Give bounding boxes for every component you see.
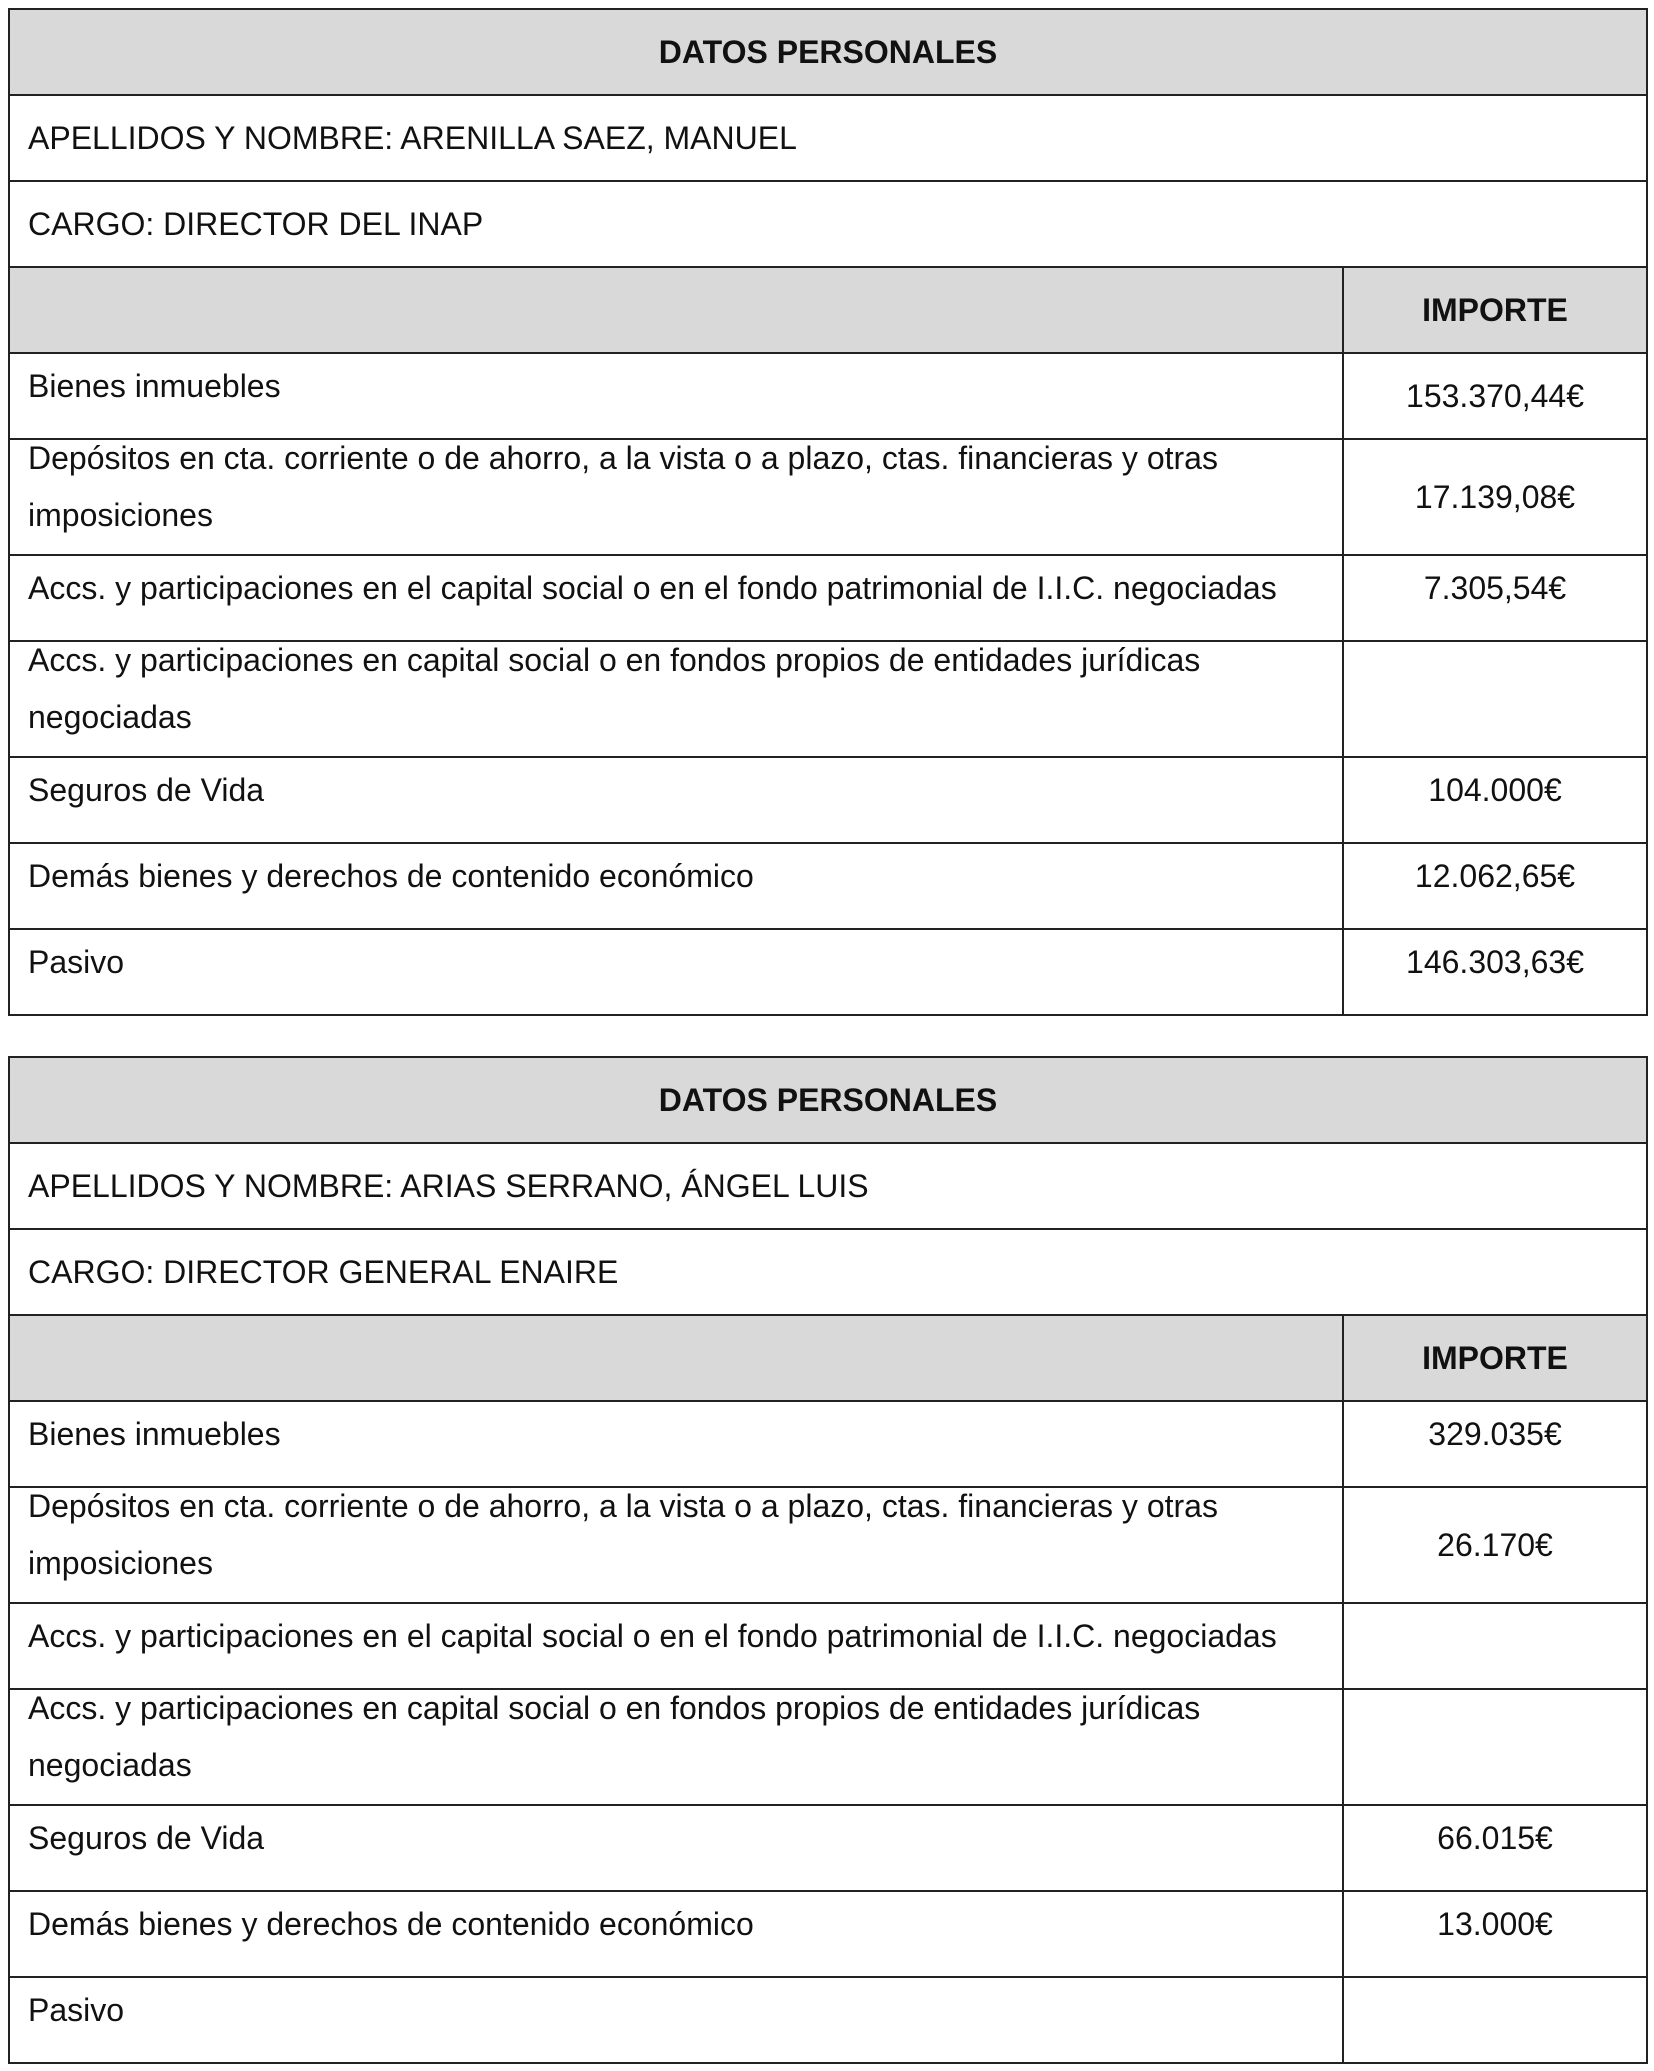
table-row bbox=[9, 1689, 1647, 1805]
row-amount: 26.170€ bbox=[1343, 1487, 1647, 1603]
full-name-field: APELLIDOS Y NOMBRE: ARIAS SERRANO, ÁNGEL LUIS bbox=[9, 1143, 1647, 1229]
table-row bbox=[9, 555, 1647, 641]
name-row bbox=[9, 95, 1647, 181]
row-label-text: Seguros de Vida bbox=[28, 1819, 265, 1856]
table-row bbox=[9, 641, 1647, 757]
row-label bbox=[9, 1487, 1343, 1603]
column-header-row bbox=[9, 267, 1647, 353]
table-title-row bbox=[9, 1057, 1647, 1143]
concept-column-header bbox=[9, 1315, 1343, 1401]
row-label bbox=[9, 353, 1343, 439]
section-title: DATOS PERSONALES bbox=[9, 1057, 1647, 1143]
row-label-text: Demás bienes y derechos de contenido económico bbox=[28, 1905, 754, 1942]
table-row bbox=[9, 1805, 1647, 1891]
row-label bbox=[9, 555, 1343, 641]
row-amount bbox=[1343, 929, 1647, 1015]
row-label-text: Accs. y participaciones en el capital social o en el fondo patrimonial de I.I.C. negociadas bbox=[28, 569, 1277, 606]
name-row bbox=[9, 1143, 1647, 1229]
table-row bbox=[9, 1977, 1647, 2063]
row-label bbox=[9, 1891, 1343, 1977]
row-label-text: Accs. y participaciones en capital social o en fondos propios de entidades jurídicas negociadas bbox=[28, 642, 1201, 735]
row-amount bbox=[1343, 1805, 1647, 1891]
row-amount: 153.370,44€ bbox=[1343, 353, 1647, 439]
row-label-text: Bienes inmuebles bbox=[28, 1415, 281, 1452]
row-amount bbox=[1343, 757, 1647, 843]
table-row bbox=[9, 439, 1647, 555]
row-label-text: Pasivo bbox=[28, 1991, 125, 2028]
row-amount-text: 13.000€ bbox=[1437, 1905, 1553, 1942]
position-field: CARGO: DIRECTOR DEL INAP bbox=[9, 181, 1647, 267]
row-label-text: Depósitos en cta. corriente o de ahorro, a la vista o a plazo, ctas. financieras y otras imposiciones bbox=[28, 1488, 1218, 1581]
row-label-text: Accs. y participaciones en capital social o en fondos propios de entidades jurídicas negociadas bbox=[28, 1690, 1201, 1783]
position-row bbox=[9, 181, 1647, 267]
row-label bbox=[9, 757, 1343, 843]
position-row bbox=[9, 1229, 1647, 1315]
row-label bbox=[9, 1805, 1343, 1891]
row-amount bbox=[1343, 555, 1647, 641]
row-amount bbox=[1343, 641, 1647, 757]
row-label bbox=[9, 929, 1343, 1015]
row-amount-text: 329.035€ bbox=[1428, 1415, 1562, 1452]
section-title: DATOS PERSONALES bbox=[9, 9, 1647, 95]
row-label bbox=[9, 641, 1343, 757]
table-row bbox=[9, 1891, 1647, 1977]
row-amount-text: 104.000€ bbox=[1428, 771, 1562, 808]
table-row bbox=[9, 1603, 1647, 1689]
row-amount-text: 7.305,54€ bbox=[1423, 569, 1567, 606]
row-amount bbox=[1343, 843, 1647, 929]
concept-column-header bbox=[9, 267, 1343, 353]
column-header-row bbox=[9, 1315, 1647, 1401]
row-amount bbox=[1343, 1977, 1647, 2063]
row-amount-text: 66.015€ bbox=[1437, 1819, 1553, 1856]
row-label bbox=[9, 1603, 1343, 1689]
row-amount bbox=[1343, 1689, 1647, 1805]
row-label bbox=[9, 1977, 1343, 2063]
table-row bbox=[9, 757, 1647, 843]
full-name-field: APELLIDOS Y NOMBRE: ARENILLA SAEZ, MANUEL bbox=[9, 95, 1647, 181]
row-label-text: Pasivo bbox=[28, 943, 125, 980]
row-label bbox=[9, 843, 1343, 929]
row-amount-text: 12.062,65€ bbox=[1414, 857, 1576, 894]
table-row bbox=[9, 1487, 1647, 1603]
asset-declaration-table bbox=[8, 1056, 1648, 2064]
row-label-text: Demás bienes y derechos de contenido económico bbox=[28, 857, 754, 894]
amount-column-header: IMPORTE bbox=[1343, 1315, 1647, 1401]
table-row bbox=[9, 929, 1647, 1015]
row-label bbox=[9, 1689, 1343, 1805]
row-label bbox=[9, 1401, 1343, 1487]
table-row bbox=[9, 353, 1647, 439]
table-title-row bbox=[9, 9, 1647, 95]
row-label bbox=[9, 439, 1343, 555]
row-label-text: Depósitos en cta. corriente o de ahorro, a la vista o a plazo, ctas. financieras y otras imposiciones bbox=[28, 440, 1218, 533]
row-amount-text: 146.303,63€ bbox=[1406, 943, 1584, 980]
row-amount bbox=[1343, 1891, 1647, 1977]
position-field: CARGO: DIRECTOR GENERAL ENAIRE bbox=[9, 1229, 1647, 1315]
row-amount: 17.139,08€ bbox=[1343, 439, 1647, 555]
table-row bbox=[9, 843, 1647, 929]
asset-declaration-table bbox=[8, 8, 1648, 1016]
row-label-text: Bienes inmuebles bbox=[28, 367, 281, 404]
table-row bbox=[9, 1401, 1647, 1487]
row-label-text: Accs. y participaciones en el capital social o en el fondo patrimonial de I.I.C. negociadas bbox=[28, 1617, 1277, 1654]
row-amount bbox=[1343, 1603, 1647, 1689]
row-amount bbox=[1343, 1401, 1647, 1487]
amount-column-header: IMPORTE bbox=[1343, 267, 1647, 353]
row-label-text: Seguros de Vida bbox=[28, 771, 265, 808]
